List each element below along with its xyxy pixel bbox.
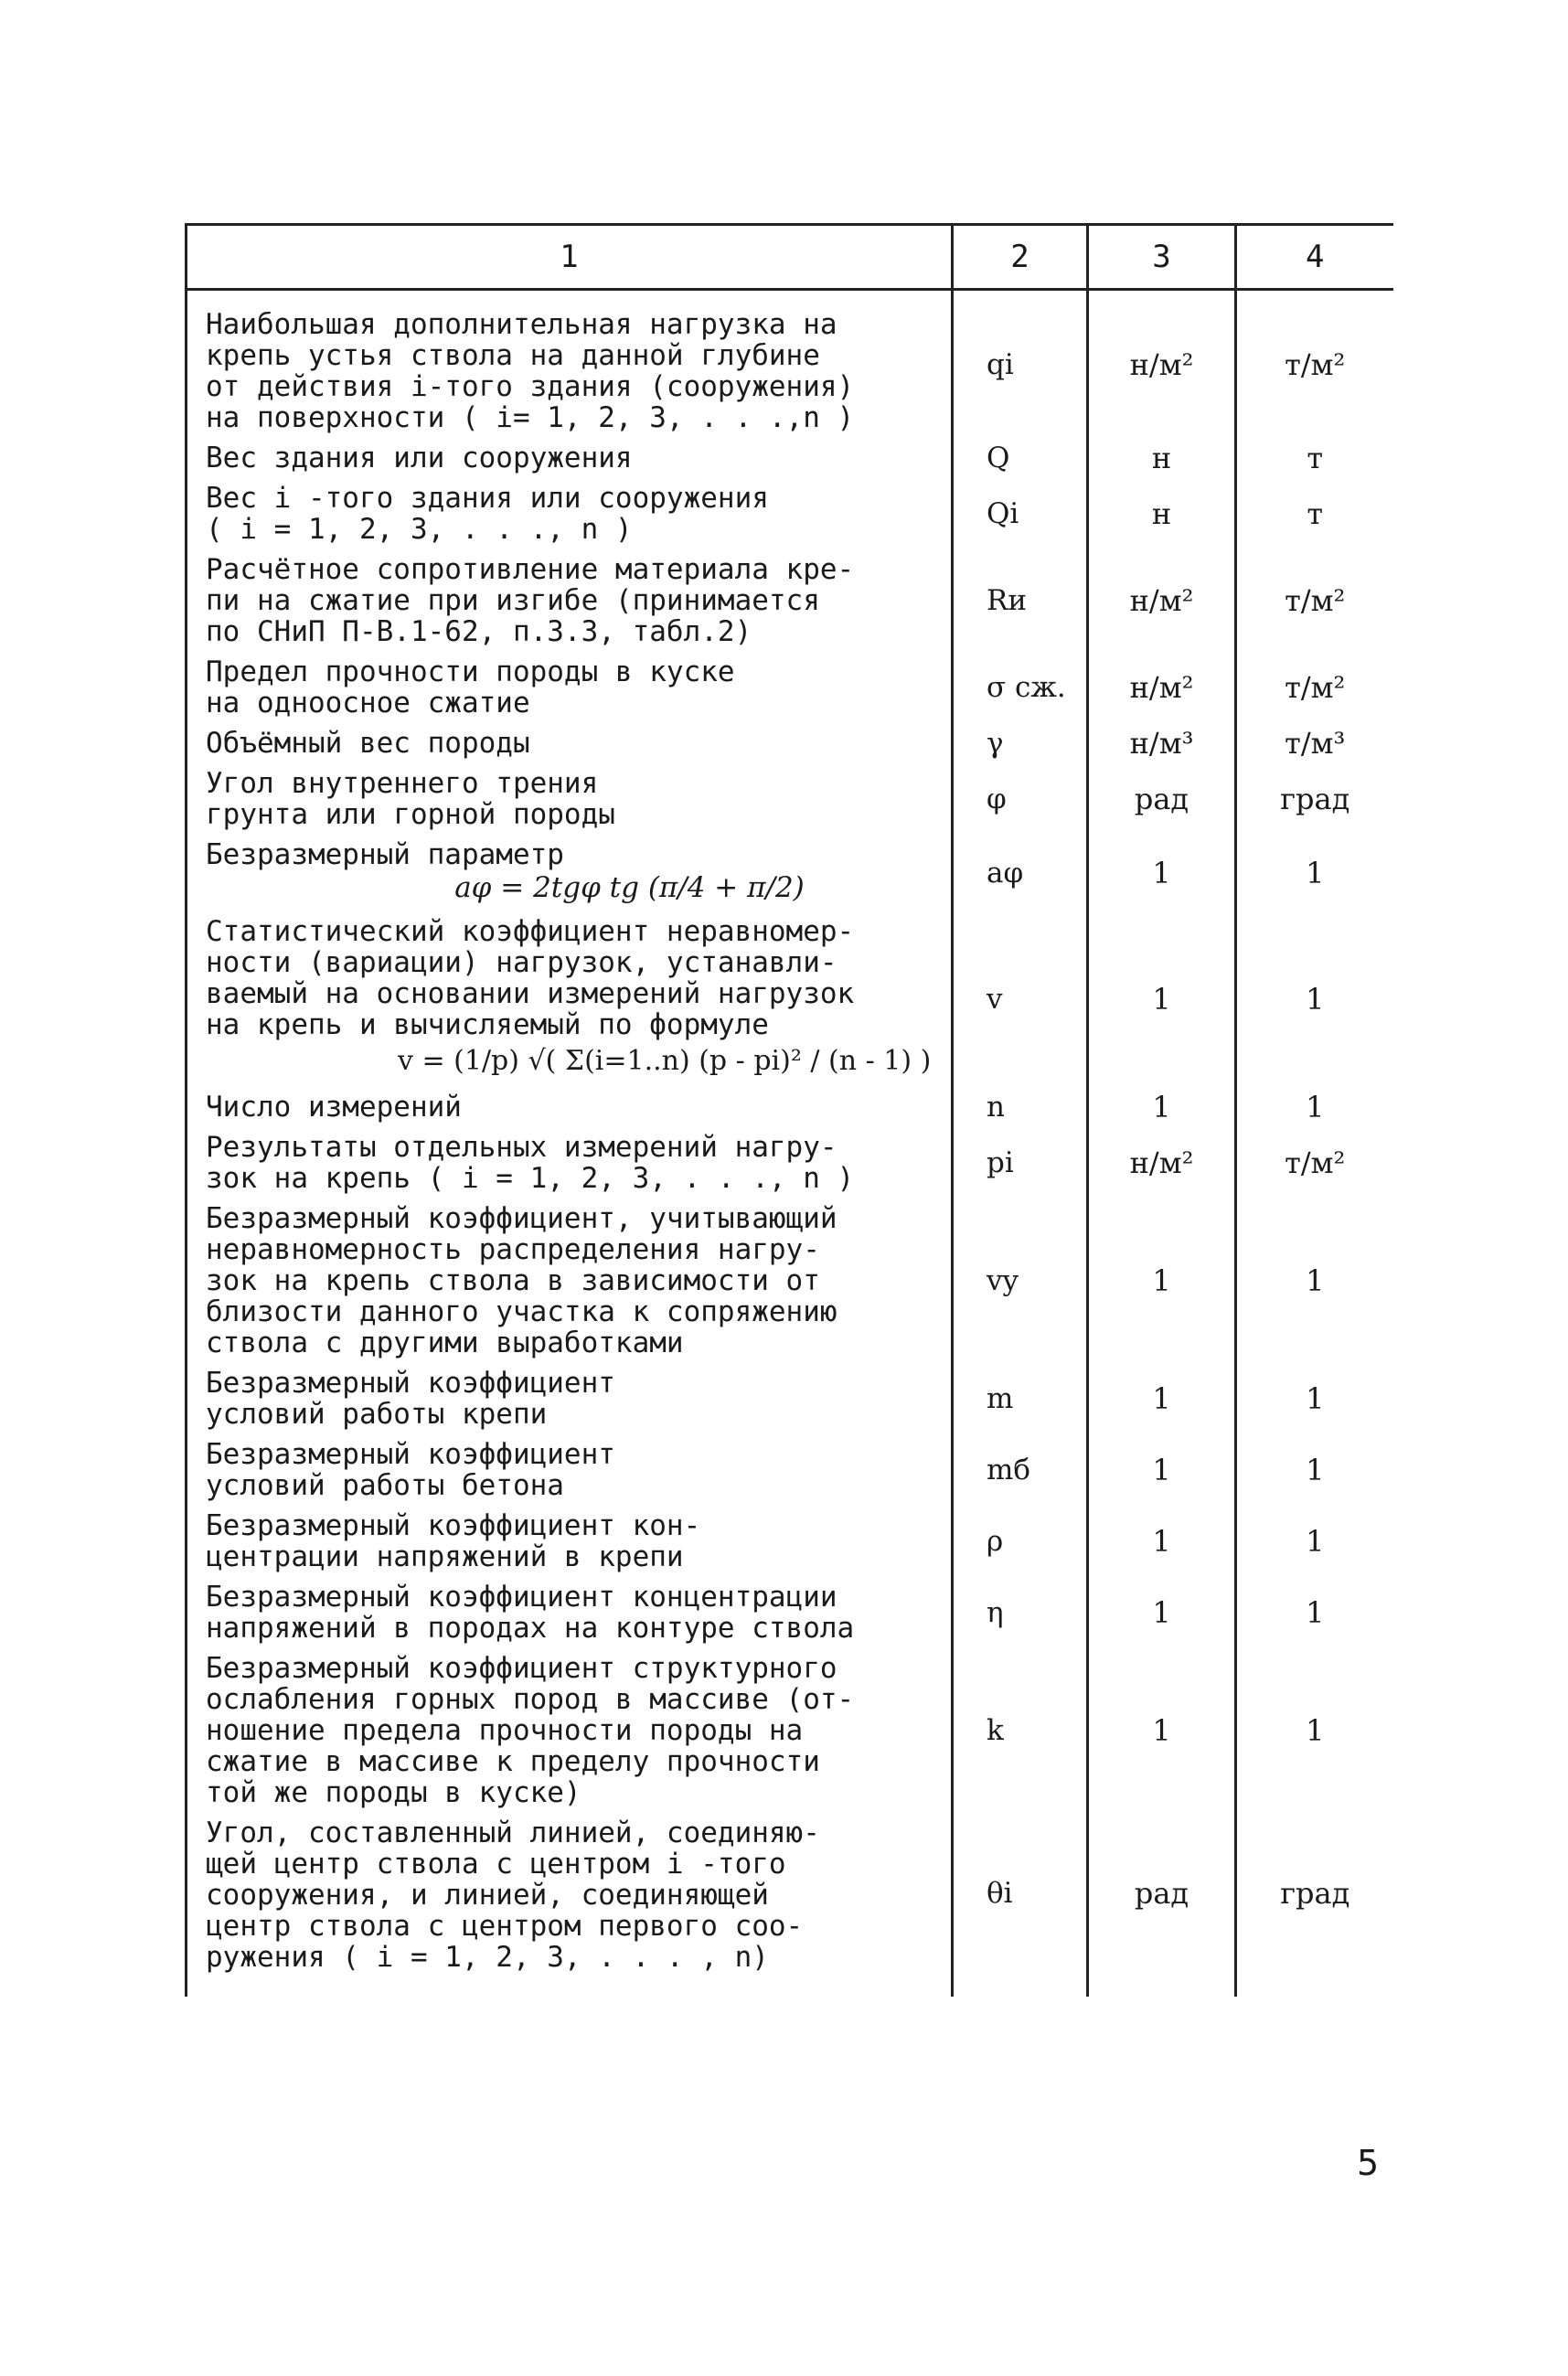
row-unit-tech: т/м² xyxy=(1236,652,1393,723)
row-unit-tech: 1 xyxy=(1236,1363,1393,1434)
column-header-4: 4 xyxy=(1236,225,1393,290)
row-description xyxy=(187,652,953,723)
table-row xyxy=(187,1648,1393,1813)
parameters-table xyxy=(185,223,1393,1997)
table-row xyxy=(187,290,1393,439)
table-row xyxy=(187,911,1393,1087)
row-unit-tech: град xyxy=(1236,763,1393,835)
row-unit-si: н/м² xyxy=(1088,549,1236,652)
row-symbol: pi xyxy=(953,1127,1088,1199)
row-unit-tech: 1 xyxy=(1236,1577,1393,1648)
description-text: Наибольшая дополнительная нагрузка на крепь устья ствола на данной глубине от действия i-того здания (сооружения) на поверхности ( i= 1, 2, 3, . . .,n ) xyxy=(206,308,855,434)
row-unit-tech: т/м² xyxy=(1236,290,1393,439)
row-unit-tech: т/м² xyxy=(1236,549,1393,652)
row-symbol: ρ xyxy=(953,1506,1088,1577)
row-unit-tech: т/м³ xyxy=(1236,723,1393,763)
description-text: Статистический коэффициент неравномер- ности (вариации) нагрузок, устанавли- ваемый на основании измерений нагрузок на крепь и вычисляемый по формуле xyxy=(206,915,855,1041)
row-symbol: Q xyxy=(953,438,1088,478)
table-row xyxy=(187,1087,1393,1127)
row-unit-si: н/м³ xyxy=(1088,723,1236,763)
description-text: Безразмерный коэффициент концентрации напряжений в породах на контуре ствола xyxy=(206,1581,855,1645)
row-unit-tech: т xyxy=(1236,438,1393,478)
row-unit-si: 1 xyxy=(1088,1577,1236,1648)
row-unit-tech: 1 xyxy=(1236,1434,1393,1506)
description-text: Предел прочности породы в куске на одноосное сжатие xyxy=(206,655,735,719)
row-description xyxy=(187,1087,953,1127)
row-unit-tech: 1 xyxy=(1236,911,1393,1087)
row-unit-si: н/м² xyxy=(1088,652,1236,723)
row-description xyxy=(187,1813,953,1997)
row-symbol: Rи xyxy=(953,549,1088,652)
row-description xyxy=(187,1577,953,1648)
description-text: Число измерений xyxy=(206,1091,462,1124)
row-symbol: Qi xyxy=(953,478,1088,549)
row-unit-si: 1 xyxy=(1088,911,1236,1087)
row-unit-tech: т xyxy=(1236,478,1393,549)
table-body xyxy=(187,290,1393,1998)
row-description xyxy=(187,1434,953,1506)
column-header-1: 1 xyxy=(187,225,953,290)
table-row xyxy=(187,478,1393,549)
description-text: Безразмерный коэффициент, учитывающий неравномерность распределения нагру- зок на крепь ствола в зависимости от близости данного участка к сопряжению ствола с другими выработками xyxy=(206,1202,837,1359)
description-text: Безразмерный коэффициент условий работы бетона xyxy=(206,1438,615,1502)
table-row xyxy=(187,1363,1393,1434)
row-description xyxy=(187,835,953,911)
description-text: Безразмерный параметр xyxy=(206,838,564,871)
row-description xyxy=(187,763,953,835)
description-text: Угол, составленный линией, соединяю- щей центр ствола с центром i -того сооружения, и линией, соединяющей центр ствола с центром первого соо- ружения ( i = 1, 2, 3, . . . , n) xyxy=(206,1817,820,1974)
row-symbol: qi xyxy=(953,290,1088,439)
row-symbol: γ xyxy=(953,723,1088,763)
row-symbol: m xyxy=(953,1363,1088,1434)
formula: v = (1/p) √( Σ(i=1..n) (p - pi)² / (n - 1) ) xyxy=(398,1045,932,1077)
table-row xyxy=(187,1813,1393,1997)
table-row xyxy=(187,438,1393,478)
table-row xyxy=(187,549,1393,652)
row-symbol: k xyxy=(953,1648,1088,1813)
table-row xyxy=(187,835,1393,911)
description-text: Результаты отдельных измерений нагру- зок на крепь ( i = 1, 2, 3, . . ., n ) xyxy=(206,1131,855,1195)
row-description xyxy=(187,1648,953,1813)
row-description xyxy=(187,1199,953,1363)
row-symbol: vy xyxy=(953,1199,1088,1363)
header-row xyxy=(187,225,1393,290)
description-text: Безразмерный коэффициент условий работы крепи xyxy=(206,1367,615,1431)
row-symbol: σ сж. xyxy=(953,652,1088,723)
row-symbol: θi xyxy=(953,1813,1088,1997)
row-symbol: n xyxy=(953,1087,1088,1127)
description-text: Вес i -того здания или сооружения ( i = 1, 2, 3, . . ., n ) xyxy=(206,482,769,546)
row-unit-tech: 1 xyxy=(1236,835,1393,911)
table-row xyxy=(187,652,1393,723)
row-symbol: η xyxy=(953,1577,1088,1648)
table-row xyxy=(187,763,1393,835)
description-text: Угол внутреннего трения грунта или горной породы xyxy=(206,767,615,831)
description-text: Вес здания или сооружения xyxy=(206,442,633,474)
row-description xyxy=(187,723,953,763)
row-unit-si: 1 xyxy=(1088,835,1236,911)
row-unit-si: н/м² xyxy=(1088,290,1236,439)
row-description xyxy=(187,1127,953,1199)
row-description xyxy=(187,478,953,549)
row-unit-si: 1 xyxy=(1088,1199,1236,1363)
row-unit-tech: 1 xyxy=(1236,1087,1393,1127)
row-unit-tech: 1 xyxy=(1236,1199,1393,1363)
row-description xyxy=(187,290,953,439)
description-text: Расчётное сопротивление материала кре- пи на сжатие при изгибе (принимается по СНиП П-В.1-62, п.3.3, табл.2) xyxy=(206,553,855,648)
table-row xyxy=(187,1577,1393,1648)
row-unit-si: н xyxy=(1088,438,1236,478)
row-unit-tech: 1 xyxy=(1236,1648,1393,1813)
description-text: Объёмный вес породы xyxy=(206,727,530,760)
row-description xyxy=(187,438,953,478)
row-unit-si: рад xyxy=(1088,1813,1236,1997)
row-description xyxy=(187,1506,953,1577)
page-number: 5 xyxy=(1357,2143,1380,2183)
row-unit-si: рад xyxy=(1088,763,1236,835)
row-unit-si: 1 xyxy=(1088,1506,1236,1577)
row-unit-si: 1 xyxy=(1088,1087,1236,1127)
row-unit-si: н xyxy=(1088,478,1236,549)
table-row xyxy=(187,1434,1393,1506)
table-row xyxy=(187,1127,1393,1199)
row-description xyxy=(187,549,953,652)
row-description xyxy=(187,911,953,1087)
row-symbol: φ xyxy=(953,763,1088,835)
row-unit-si: 1 xyxy=(1088,1648,1236,1813)
row-unit-si: н/м² xyxy=(1088,1127,1236,1199)
row-unit-tech: т/м² xyxy=(1236,1127,1393,1199)
column-header-2: 2 xyxy=(953,225,1088,290)
description-text: Безразмерный коэффициент структурного ослабления горных пород в массиве (от- ношение предела прочности породы на сжатие в массиве к пределу прочности той же породы в куске) xyxy=(206,1652,855,1809)
row-symbol: v xyxy=(953,911,1088,1087)
description-text: Безразмерный коэффициент кон- центрации напряжений в крепи xyxy=(206,1509,701,1573)
row-symbol: aφ xyxy=(953,835,1088,911)
row-symbol: mб xyxy=(953,1434,1088,1506)
table-row xyxy=(187,723,1393,763)
row-unit-si: 1 xyxy=(1088,1434,1236,1506)
row-description xyxy=(187,1363,953,1434)
formula: aφ = 2tgφ tg (π/4 + π/2) xyxy=(454,871,805,904)
row-unit-tech: град xyxy=(1236,1813,1393,1997)
column-header-3: 3 xyxy=(1088,225,1236,290)
row-unit-tech: 1 xyxy=(1236,1506,1393,1577)
table-row xyxy=(187,1506,1393,1577)
row-unit-si: 1 xyxy=(1088,1363,1236,1434)
table-row xyxy=(187,1199,1393,1363)
